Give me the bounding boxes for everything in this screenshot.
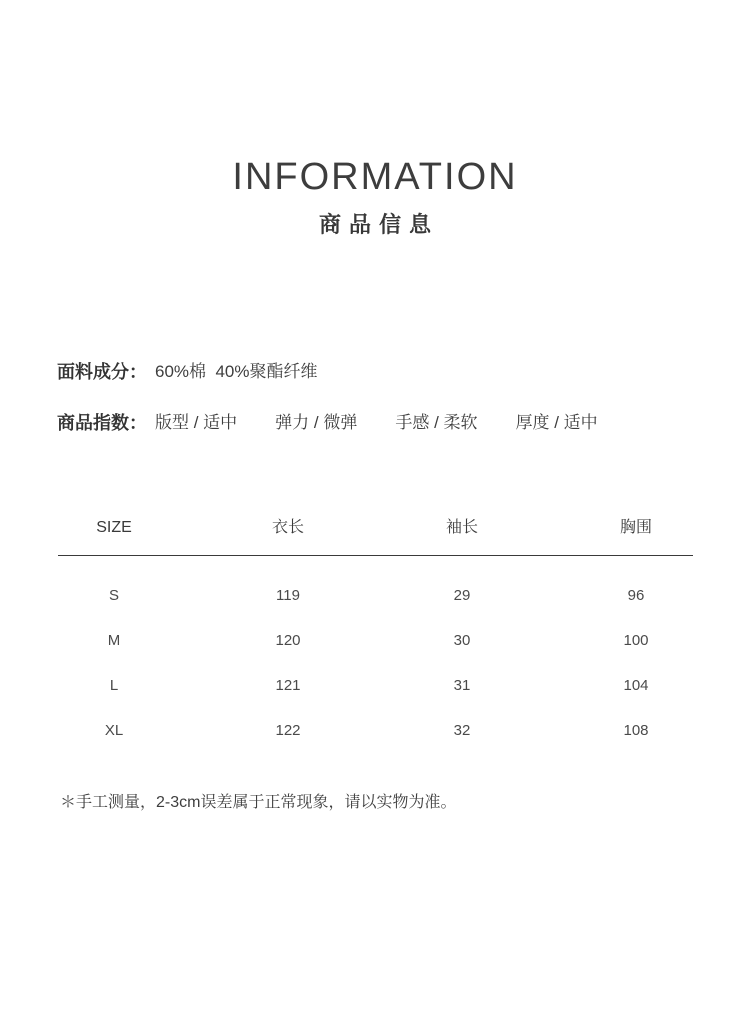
header-cell-garment-length: 衣长 [271,519,304,537]
cell-sleeve-length: 29 [453,587,471,605]
table-row-xl [27,708,723,753]
table-row-s [27,573,723,618]
cell-bust: 104 [623,677,649,695]
index-item-feel: 手感 / 柔软 [395,413,478,433]
header-cell-sleeve-length: 袖长 [445,519,478,537]
index-item-fit: 版型 / 适中 [155,413,238,433]
table-body [27,556,723,753]
measurement-disclaimer: ＊手工测量，2-3cm误差属于正常现象，请以实物为准。 [60,794,457,812]
cell-garment-length: 122 [275,722,301,740]
cell-garment-length: 119 [276,587,300,605]
cell-sleeve-length: 31 [453,677,471,695]
fabric-composition-row [57,359,750,385]
fabric-composition-label: 面料成分： [57,362,147,383]
page-title: INFORMATION [232,156,518,198]
table-header-row [27,515,723,541]
size-chart-table [27,515,723,753]
header-cell-size: SIZE [96,519,132,537]
product-index-row [57,410,750,436]
cell-bust: 108 [623,722,649,740]
cell-size: M [107,632,121,650]
cell-size: XL [104,722,124,740]
table-row-m [27,618,723,663]
index-item-stretch: 弹力 / 微弹 [275,413,358,433]
product-index-items [155,410,598,436]
cell-garment-length: 121 [275,677,301,695]
product-index-label: 商品指数： [57,413,147,434]
fabric-composition-value: 60%棉 40%聚酯纤维 [155,362,318,382]
cell-bust: 100 [623,632,649,650]
table-row-l [27,663,723,708]
cell-garment-length: 120 [275,632,301,650]
product-specs [57,359,750,436]
index-item-thickness: 厚度 / 适中 [515,413,598,433]
cell-bust: 96 [627,587,645,605]
cell-sleeve-length: 32 [453,722,471,740]
header-cell-bust: 胸围 [619,519,652,537]
cell-size: S [108,587,119,605]
page-subtitle: 商品信息 [318,211,439,237]
cell-sleeve-length: 30 [453,632,471,650]
cell-size: L [109,677,119,695]
